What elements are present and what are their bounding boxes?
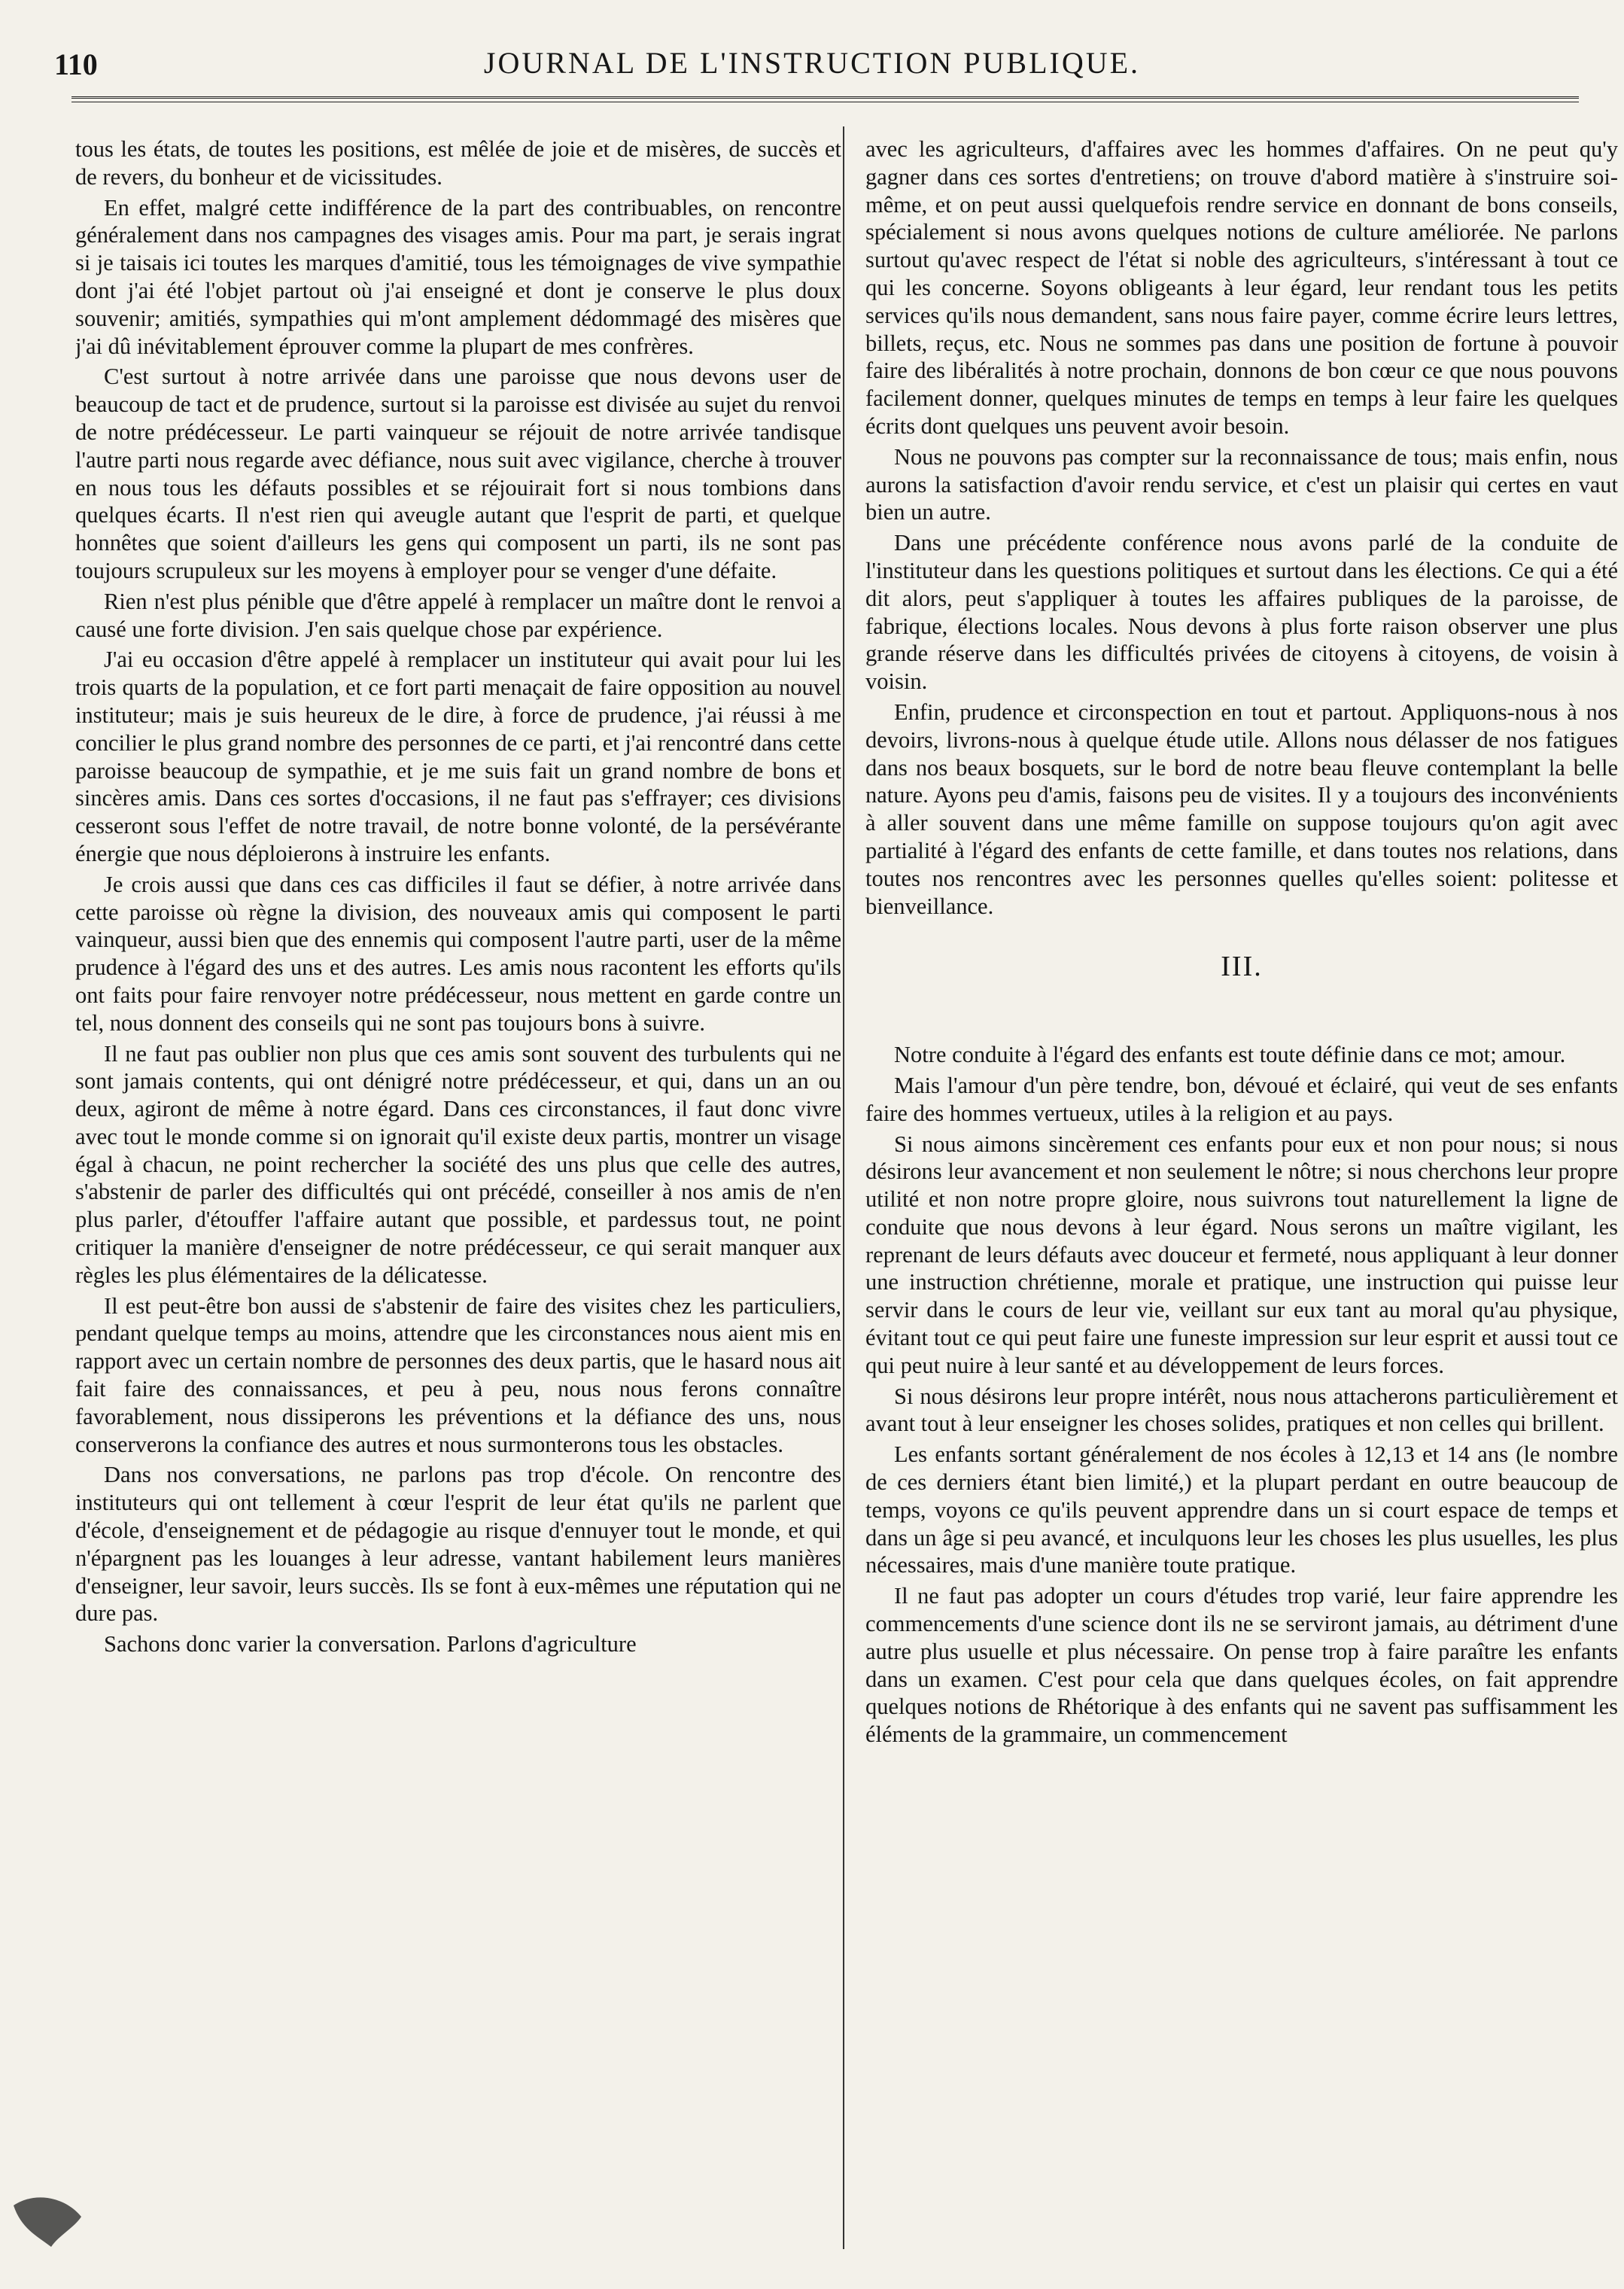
paragraph: Sachons donc varier la conversation. Parlons d'agriculture bbox=[104, 1631, 637, 1657]
paragraph: Rien n'est plus pénible que d'être appelé à remplacer un maître dont le renvoi a causé une forte division. J'en sais quelque chose par expérience. bbox=[75, 588, 841, 642]
paragraph: Les enfants sortant généralement de nos écoles à 12,13 et 14 ans (le nombre de ces derniers étant bien limité,) et la plupart perdant en outre beaucoup de temps, voyons ce qu'ils peuvent apprendre dans un si court espace de temps et dans un âge si peu avancé, et inculquons leur les choses les plus usuelles, les plus nécessaires, mais d'une manière toute pratique. bbox=[865, 1441, 1618, 1578]
paragraph: Dans une précédente conférence nous avons parlé de la conduite de l'instituteur dans les questions politiques et surtout dans les élections. Ce qui a été dit alors, peut s'appliquer à toutes les affaires publiques de la paroisse, de fabrique, élections locales. Nous devons à plus forte raison observer une plus grande réserve dans les difficultés privées de citoyens à citoyens, de voisin à voisin. bbox=[865, 530, 1618, 695]
paragraph: En effet, malgré cette indifférence de la part des contribuables, on rencontre généralement dans nos campagnes des visages amis. Pour ma part, je serais ingrat si je taisais ici toutes les marques d'amitié, tous les témoignages de vive sympathie dont j'ai été l'objet partout où j'ai enseigné et dont je conserve le plus doux souvenir; amitiés, sympathies qui m'ont amplement dédommagé des misères que j'ai dû inévitablement éprouver comme la plupart de mes confrères. bbox=[75, 194, 841, 359]
paragraph: Si nous désirons leur propre intérêt, nous nous attacherons particulièrement et avant tout à leur enseigner les choses solides, pratiques et non celles qui brillent. bbox=[865, 1383, 1618, 1437]
paragraph: C'est surtout à notre arrivée dans une paroisse que nous devons user de beaucoup de tact et de prudence, surtout si la paroisse est divisée au sujet du renvoi de notre prédécesseur. Le parti vainqueur se réjouit de notre arrivée tandisque l'autre parti nous regarde avec défiance, nous suit avec vigilance, cherche à trouver en nous tous les défauts possibles et se réjouirait fort si nous tombions dans quelques écarts. Il n'est rien qui aveugle autant que l'esprit de parti, et quelque honnêtes que soient d'ailleurs les gens qui composent un parti, ils ne sont pas toujours scrupuleux sur les moyens à employer pour se venger d'une défaite. bbox=[75, 364, 841, 583]
column-divider bbox=[843, 126, 844, 2249]
paragraph: Il ne faut pas oublier non plus que ces amis sont souvent des turbulents qui ne sont jamais contents, qui ont dénigré notre prédécesseur, et qui, dans un an ou deux, agiront de même à notre égard. Dans ces circonstances, il faut donc vivre avec tout le monde comme si on ignorait qu'il existe deux partis, montrer un visage égal à chacun, ne point rechercher la société des uns plus que celle des autres, s'abstenir de parler des difficultés qui ont précédé, conseiller à nos amis de n'en plus parler, d'étouffer l'affaire autant que possible, et pardessus tout, ne point critiquer la manière d'enseigner de notre prédécesseur, ce qui serait manquer aux règles les plus élémentaires de la délicatesse. bbox=[75, 1040, 841, 1288]
ink-blot bbox=[6, 2183, 96, 2251]
section-heading: III. bbox=[1221, 951, 1263, 983]
page-number: 110 bbox=[54, 47, 98, 81]
paragraph: Dans nos conversations, ne parlons pas trop d'école. On rencontre des instituteurs qui ont tellement à cœur l'esprit de leur état qu'ils ne parlent que d'école, d'enseignement et de pédagogie au risque d'ennuyer tout le monde, et qui n'épargnent pas les louanges à leur adresse, vantant habilement leurs manières d'enseigner, leur savoir, leurs succès. Ils se font à eux-mêmes une réputation qui ne dure pas. bbox=[75, 1462, 841, 1627]
paragraph: Enfin, prudence et circonspection en tout et partout. Appliquons-nous à nos devoirs, livrons-nous à quelque étude utile. Allons nous délasser de nos fatigues dans nos beaux bosquets, sur le bord de notre beau fleuve contemplant la belle nature. Ayons peu d'amis, faisons peu de visites. Il y a toujours des inconvénients à aller souvent dans une même famille on suppose toujours qu'on agit avec partialité à l'égard des enfants de cette famille, et dans toutes nos relations, dans toutes nos rencontres avec les personnes quelles qu'elles soient: politesse et bienveillance. bbox=[865, 699, 1618, 919]
paragraph: tous les états, de toutes les positions, est mêlée de joie et de misères, de succès et de revers, du bonheur et de vicissitudes. bbox=[75, 136, 841, 190]
paragraph: Si nous aimons sincèrement ces enfants pour eux et non pour nous; si nous désirons leur avancement et non seulement le nôtre; si nous cherchons leur propre utilité et non notre propre gloire, nous suivrons tout naturellement la ligne de conduite que nous devons à leur égard. Nous serons un maître vigilant, les reprenant de leurs défauts avec douceur et fermeté, nous appliquant à leur donner une instruction chrétienne, morale et pratique, une instruction qui puisse leur servir dans le cours de leur vie, veillant sur eux tant au moral qu'au physique, évitant tout ce qui peut faire une funeste impression sur leur esprit et aussi tout ce qui peut nuire à leur santé et au développement de leurs forces. bbox=[865, 1131, 1618, 1378]
right-column bbox=[865, 135, 1618, 2258]
paragraph: Il ne faut pas adopter un cours d'études trop varié, leur faire apprendre les commencements d'une science dont ils ne se serviront jamais, au détriment d'une autre plus usuelle et plus nécessaire. On pense trop à faire paraître les enfants dans un examen. C'est pour cela que dans quelques écoles, on fait apprendre quelques notions de Rhétorique à des enfants qui ne savent pas suffisamment les éléments de la grammaire, un commencement bbox=[865, 1583, 1618, 1748]
paragraph: Il est peut-être bon aussi de s'abstenir de faire des visites chez les particuliers, pendant quelque temps au moins, attendre que les circonstances nous aient mis en rapport avec un certain nombre de personnes des deux partis, que le hasard nous ait fait faire des connaissances, et peu à peu, nous nous ferons connaître favorablement, nous dissiperons les préventions et la défiance des uns, nous conserverons la confiance des autres et nous surmonterons tous les obstacles. bbox=[75, 1292, 841, 1457]
paragraph: avec les agriculteurs, d'affaires avec les hommes d'affaires. On ne peut qu'y gagner dans ces sortes d'entretiens; on trouve d'abord matière à s'instruire soi-même, et on peut aussi quelquefois rendre service en donnant de bons conseils, spécialement si nous avons quelques notions de culture améliorée. Ne parlons surtout qu'avec respect de l'état si noble des agriculteurs, s'intéressant à tout ce qui les concerne. Soyons obligeants à leur égard, leur rendant tous les petits services qu'ils nous demandent, sans nous faire payer, comme écrire leurs lettres, billets, reçus, etc. Nous ne sommes pas dans une position de fortune à pouvoir faire des libéralités à notre prochain, donnons de bon cœur ce que nous pouvons facilement donner, quelques minutes de temps en temps à leur faire les quelques écrits dont quelques uns peuvent avoir besoin. bbox=[865, 136, 1618, 439]
journal-title: JOURNAL DE L'INSTRUCTION PUBLIQUE. bbox=[483, 46, 1141, 80]
paragraph: Notre conduite à l'égard des enfants est toute définie dans ce mot; amour. bbox=[894, 1042, 1566, 1068]
paragraph: Je crois aussi que dans ces cas difficiles il faut se défier, à notre arrivée dans cette paroisse où règne la division, des nouveaux amis qui composent le parti vainqueur, aussi bien que des ennemis qui composent l'autre parti, user de la même prudence à l'égard des uns et des autres. Les amis nous racontent les efforts qu'ils ont faits pour faire renvoyer notre prédécesseur, nous mettent en garde contre un tel, nous donnent des conseils qui ne sont pas toujours bons à suivre. bbox=[75, 871, 841, 1036]
paragraph: Mais l'amour d'un père tendre, bon, dévoué et éclairé, qui veut de ses enfants faire des hommes vertueux, utiles à la religion et au pays. bbox=[865, 1072, 1618, 1126]
paragraph: Nous ne pouvons pas compter sur la reconnaissance de tous; mais enfin, nous aurons la satisfaction d'avoir rendu service, et c'est un plaisir qui certes en vaut bien un autre. bbox=[865, 443, 1618, 525]
header-rule bbox=[71, 96, 1579, 102]
paragraph: J'ai eu occasion d'être appelé à remplacer un instituteur qui avait pour lui les trois quarts de la population, et ce fort parti menaçait de faire opposition au nouvel instituteur; mais je suis heureux de le dire, à force de prudence, j'ai réussi à me concilier le plus grand nombre des personnes de ce parti, et j'ai rencontré dans cette paroisse beaucoup de sympathie, et je me suis fait un grand nombre de bons et sincères amis. Dans ces sortes d'occasions, il ne faut pas s'effrayer; ces divisions cesseront sous l'effet de notre travail, de notre bonne volonté, de la persévérante énergie que nous déploierons à instruire les enfants. bbox=[75, 647, 841, 866]
left-column bbox=[75, 135, 841, 2258]
